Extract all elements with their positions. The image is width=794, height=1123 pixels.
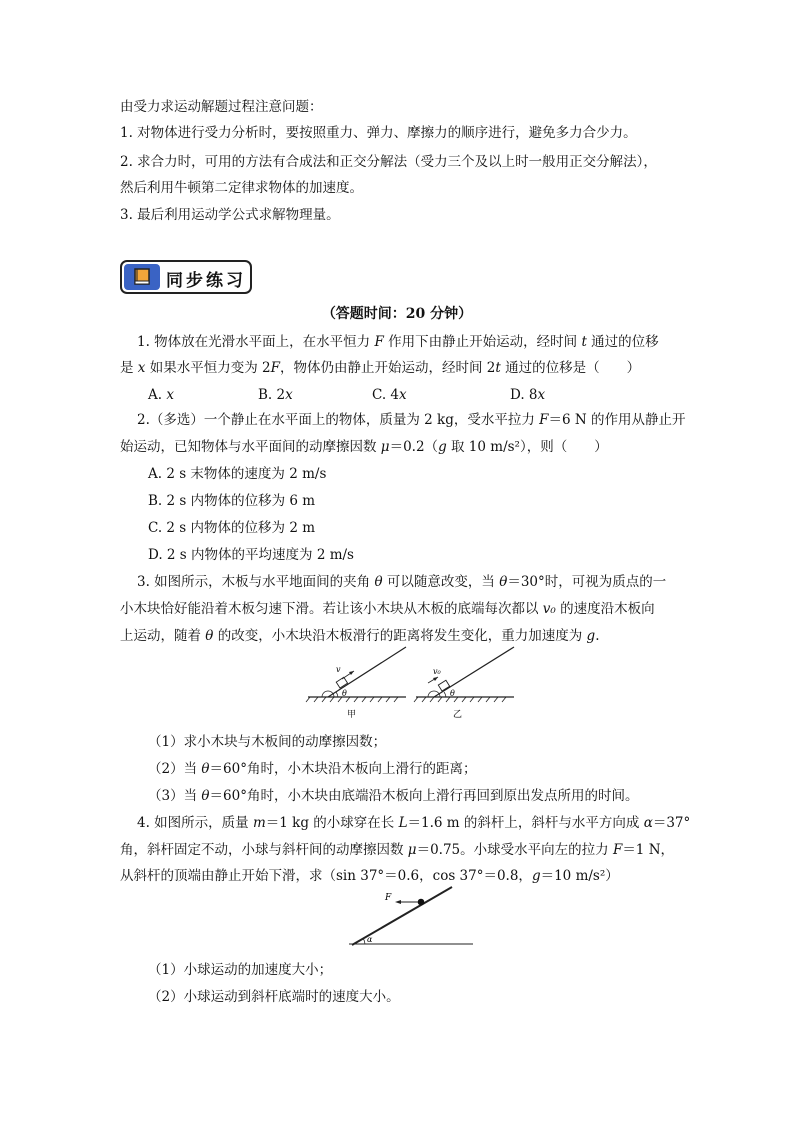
fig-theta-label-1: θ	[342, 689, 347, 698]
q3-line2: 小木块恰好能沿着木板匀速下滑。若让该小木块从木板的底端每次都以 v₀ 的速度沿木板向	[120, 601, 655, 617]
q1-option-c[interactable]: C. 4x	[372, 387, 407, 403]
q2-line2: 始运动，已知物体与水平面间的动摩擦因数 μ＝0.2（g 取 10 m/s²），则（ ）	[120, 439, 608, 455]
fig-jia-label: 甲	[347, 710, 357, 720]
fig-alpha-label: α	[367, 935, 373, 944]
section-title: 同步练习	[166, 271, 246, 291]
q3-line1: 3. 如图所示，木板与水平地面间的夹角 θ 可以随意改变，当 θ＝30°时，可视为质点的一	[137, 574, 667, 590]
q2-option-c[interactable]: C. 2 s 内物体的位移为 2 m	[148, 520, 316, 536]
q2-line1: 2.（多选）一个静止在水平面上的物体，质量为 2 kg，受水平拉力 F＝6 N 的作用从静止开	[137, 412, 686, 428]
q3-sub2: （2）当 θ＝60°角时，小木块沿木板向上滑行的距离；	[148, 761, 477, 777]
fig-yi-label: 乙	[453, 710, 463, 720]
fig-v0-label: v₀	[433, 667, 441, 676]
q1-line1: 1. 物体放在光滑水平面上，在水平恒力 F 作用下由静止开始运动，经时间 t 通过的位移	[137, 334, 659, 350]
q3-sub1: （1）求小木块与木板间的动摩擦因数；	[148, 734, 387, 750]
figure-yi	[414, 647, 514, 720]
fig-v-label: v	[336, 665, 341, 674]
fig-f-label: F	[385, 893, 392, 903]
notes-intro: 由受力求运动解题过程注意问题：	[120, 99, 323, 115]
q2-option-a[interactable]: A. 2 s 末物体的速度为 2 m/s	[148, 466, 327, 482]
q3-figure	[300, 645, 520, 725]
ball	[418, 899, 425, 906]
q4-figure	[345, 885, 480, 950]
notes-item-1: 1. 对物体进行受力分析时，要按照重力、弹力、摩擦力的顺序进行，避免多力合少力。	[120, 125, 637, 141]
q3-line3: 上运动，随着 θ 的改变，小木块沿木板滑行的距离将发生变化，重力加速度为 g.	[120, 628, 600, 644]
q4-line2: 角，斜杆固定不动，小球与斜杆间的动摩擦因数 μ＝0.75。小球受水平向左的拉力 F＝1 N，	[120, 842, 675, 858]
q4-line1: 4. 如图所示，质量 m＝1 kg 的小球穿在长 L＝1.6 m 的斜杆上，斜杆与水平方向成 α＝37°	[137, 815, 691, 831]
book-icon	[124, 264, 160, 290]
section-header	[120, 260, 252, 294]
q4-line3: 从斜杆的顶端由静止开始下滑，求（sin 37°＝0.6，cos 37°＝0.8，g＝10 m/s²）	[120, 868, 619, 884]
q1-line2: 是 x 如果水平恒力变为 2F，物体仍由静止开始运动，经时间 2t 通过的位移是（ ）	[120, 360, 641, 376]
q2-option-d[interactable]: D. 2 s 内物体的平均速度为 2 m/s	[148, 547, 354, 563]
q1-option-d[interactable]: D. 8x	[510, 387, 546, 403]
notes-item-3: 3. 最后利用运动学公式求解物理量。	[120, 207, 340, 223]
q4-sub1: （1）小球运动的加速度大小；	[148, 962, 333, 978]
notes-item-2b: 然后利用牛顿第二定律求物体的加速度。	[120, 180, 363, 196]
answer-time: （答题时间：20 分钟）	[321, 306, 473, 322]
fig-theta-label-2: θ	[450, 689, 455, 698]
q2-option-b[interactable]: B. 2 s 内物体的位移为 6 m	[148, 493, 316, 509]
q3-sub3: （3）当 θ＝60°角时，小木块由底端沿木板向上滑行再回到原出发点所用的时间。	[148, 788, 639, 804]
figure-jia	[306, 647, 406, 720]
force-arrow-icon	[395, 900, 401, 904]
notes-item-2a: 2. 求合力时，可用的方法有合成法和正交分解法（受力三个及以上时一般用正交分解法），	[120, 154, 657, 170]
q4-sub2: （2）小球运动到斜杆底端时的速度大小。	[148, 989, 400, 1005]
q1-option-b[interactable]: B. 2x	[258, 387, 293, 403]
q1-option-a[interactable]: A. x	[148, 387, 174, 403]
